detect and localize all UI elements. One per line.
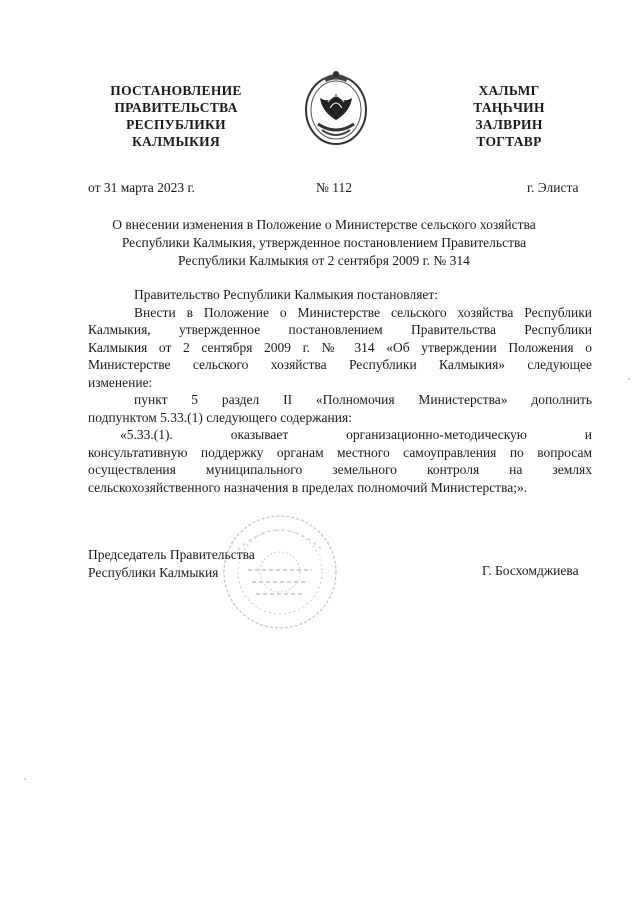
body-line: Министерстве сельского хозяйства Республики Калмыкия» следующее <box>88 357 592 372</box>
issuer-line: ПОСТАНОВЛЕНИЕ <box>110 83 242 98</box>
document-number: № 112 <box>316 180 353 195</box>
issuer-line: ПРАВИТЕЛЬСТВА <box>114 100 238 115</box>
title-line: Республики Калмыкия от 2 сентября 2009 г. № 314 <box>178 253 470 268</box>
signer-title-line: Республики Калмыкия <box>88 564 219 580</box>
issuer-line: ЗАЛВРИН <box>475 117 543 132</box>
scan-speck <box>628 378 630 380</box>
signer-title-line: Председатель Правительства <box>88 547 255 562</box>
document-body <box>88 286 592 496</box>
document-title <box>80 216 568 270</box>
issuer-header-kalmyk <box>444 82 574 150</box>
issuer-line: КАЛМЫКИЯ <box>131 134 221 149</box>
title-line: О внесении изменения в Положение о Министерстве сельского хозяйства <box>112 217 536 232</box>
body-line: Внести в Положение о Министерстве сельского хозяйства Республики <box>134 304 592 320</box>
issuer-header-russian <box>92 82 260 150</box>
body-line: пункт 5 раздел II «Полномочия Министерства» дополнить <box>134 392 592 407</box>
title-line: Республики Калмыкия, утвержденное постановлением Правительства <box>121 235 527 250</box>
body-line: консультативную поддержку органам местного самоуправления по вопросам <box>88 444 592 460</box>
body-line: Правительство Республики Калмыкия постановляет: <box>134 287 439 302</box>
signer-name: Г. Босхомджиева <box>482 563 579 578</box>
body-line: Калмыкия от 2 сентября 2009 г. № 314 «Об утверждении Положения о <box>88 339 592 355</box>
body-line: изменение: <box>88 374 153 390</box>
document-city: г. Элиста <box>527 180 579 195</box>
body-line: осуществления муниципального земельного контроля на землях <box>88 462 592 477</box>
coat-of-arms-emblem <box>300 68 372 148</box>
body-line: «5.33.(1). оказывает организационно-методическую и <box>120 427 592 442</box>
body-line: подпунктом 5.33.(1) следующего содержания: <box>88 409 352 425</box>
body-line: Калмыкия, утвержденное постановлением Правительства Республики <box>88 322 592 337</box>
issuer-line: РЕСПУБЛИКИ <box>126 117 226 132</box>
scan-speck <box>24 778 26 780</box>
issuer-line: ТАҢҺЧИН <box>473 100 545 115</box>
signer-title <box>88 546 255 581</box>
issuer-line: ТОГТАВР <box>476 134 542 149</box>
document-date: от 31 марта 2023 г. <box>88 180 195 195</box>
issuer-line: ХАЛЬМГ <box>478 83 540 98</box>
body-line: сельскохозяйственного назначения в пределах полномочий Министерства;». <box>88 479 528 495</box>
